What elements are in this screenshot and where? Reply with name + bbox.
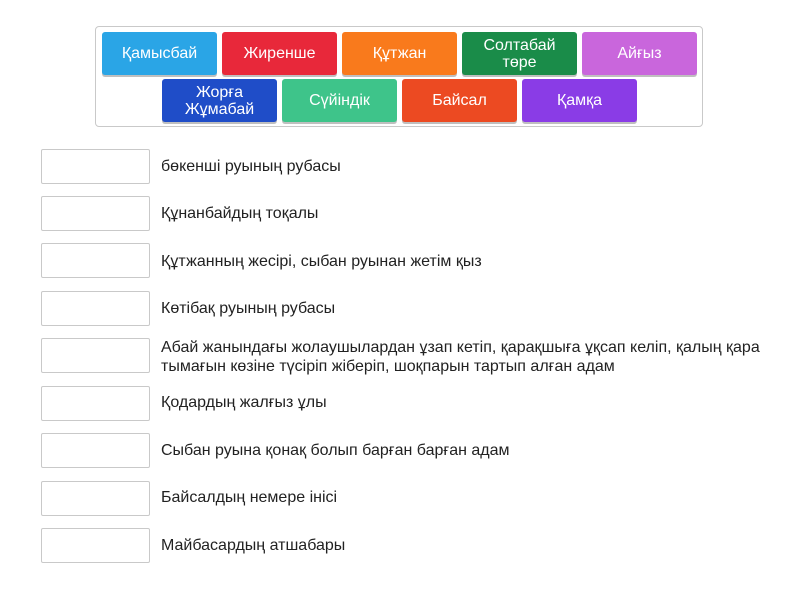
description-2: Құнанбайдың тоқалы (161, 205, 319, 222)
drop-zone-6[interactable] (41, 386, 150, 421)
drop-zone-9[interactable] (41, 528, 150, 563)
drop-zone-4[interactable] (41, 291, 150, 326)
tile-zhirenshe[interactable]: Жиренше (222, 32, 337, 75)
description-7: Сыбан руына қонақ болып барған барған адам (161, 442, 510, 459)
description-8: Байсалдың немере інісі (161, 489, 338, 506)
description-9: Майбасардың атшабары (161, 537, 346, 554)
tile-aigyz[interactable]: Айғыз (582, 32, 697, 75)
tile-kamysbai[interactable]: Қамысбай (102, 32, 217, 75)
description-5: Абай жанындағы жолаушылардан ұзап кетіп, қарақшыға ұқсап келіп, қалың қара тымағын көзіне түсіріп жіберіп, шоқпарын тартып алған адам (161, 339, 760, 375)
tile-soltabai-tore[interactable]: Солтабай төре (462, 32, 577, 75)
description-6: Қодардың жалғыз ұлы (161, 394, 327, 411)
drop-zone-8[interactable] (41, 481, 150, 516)
description-3: Құтжанның жесірі, сыбан руынан жетім қыз (161, 253, 482, 270)
drop-zone-3[interactable] (41, 243, 150, 278)
tile-kamka[interactable]: Қамқа (522, 79, 637, 122)
drop-zone-1[interactable] (41, 149, 150, 184)
description-1: бөкенші руының рубасы (161, 158, 341, 175)
tile-suyindik[interactable]: Сүйіндік (282, 79, 397, 122)
tile-kutzhan[interactable]: Құтжан (342, 32, 457, 75)
drop-zone-2[interactable] (41, 196, 150, 231)
description-4: Көтібақ руының рубасы (161, 300, 336, 317)
tile-baisal[interactable]: Байсал (402, 79, 517, 122)
drop-zone-7[interactable] (41, 433, 150, 468)
drop-zone-5[interactable] (41, 338, 150, 373)
tile-zhorga-zhumabai[interactable]: Жорға Жұмабай (162, 79, 277, 122)
